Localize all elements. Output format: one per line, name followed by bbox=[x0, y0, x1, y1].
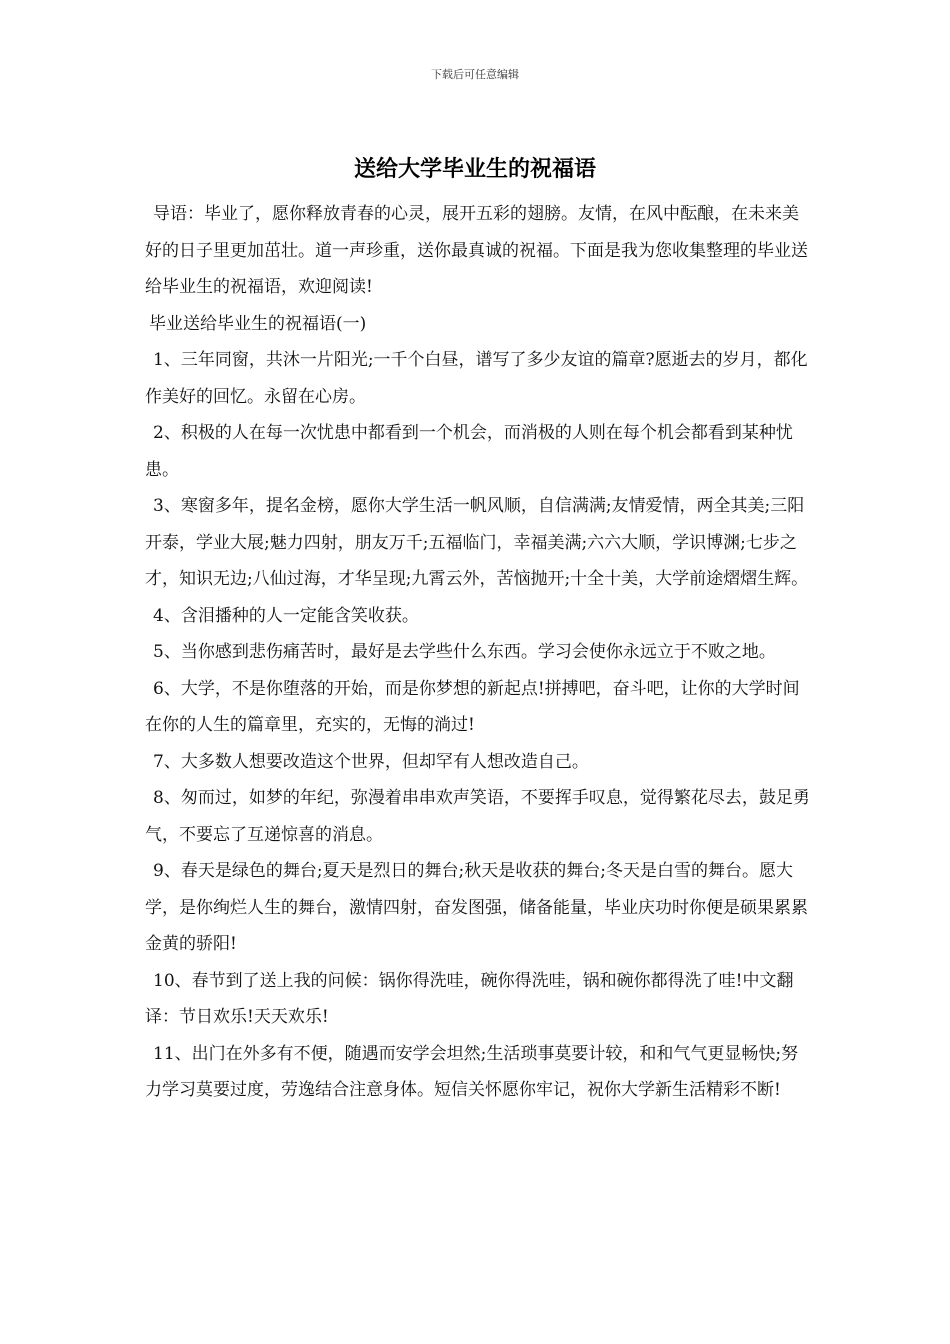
list-item: 8、匆而过，如梦的年纪，弥漫着串串欢声笑语，不要挥手叹息，觉得繁花尽去，鼓足勇气，不要忘了互递惊喜的消息。 bbox=[145, 788, 810, 845]
list-item: 2、积极的人在每一次忧患中都看到一个机会，而消极的人则在每个机会都看到某种忧患。 bbox=[145, 423, 793, 480]
list-item: 11、出门在外多有不便，随遇而安学会坦然;生活琐事莫要计较，和和气气更显畅快;努力学习莫要过度，劳逸结合注意身体。短信关怀愿你牢记，祝你大学新生活精彩不断! bbox=[145, 1043, 799, 1100]
list-item: 6、大学，不是你堕落的开始，而是你梦想的新起点!拼搏吧，奋斗吧，让你的大学时间在你的人生的篇章里，充实的，无悔的淌过! bbox=[145, 678, 800, 735]
section-heading: 毕业送给毕业生的祝福语(一) bbox=[149, 313, 367, 334]
header-note: 下载后可任意编辑 bbox=[431, 68, 519, 81]
list-item: 3、寒窗多年，提名金榜，愿你大学生活一帆风顺，自信满满;友情爱情，两全其美;三阳开泰，学业大展;魅力四射，朋友万千;五福临门，幸福美满;六六大顺，学识博渊;七步之才，知识无边;八仙过海，才华呈现;九霄云外，苦恼抛开;十全十美，大学前途熠熠生辉。 bbox=[145, 496, 809, 589]
list-item: 10、春节到了送上我的问候：锅你得洗哇，碗你得洗哇，锅和碗你都得洗了哇!中文翻译：节日欢乐!天天欢乐! bbox=[145, 970, 794, 1027]
page-title: 送给大学毕业生的祝福语 bbox=[353, 156, 596, 182]
list-item: 7、大多数人想要改造这个世界，但却罕有人想改造自己。 bbox=[153, 751, 589, 772]
list-item: 1、三年同窗，共沐一片阳光;一千个白昼，谱写了多少友谊的篇章?愿逝去的岁月，都化作美好的回忆。永留在心房。 bbox=[145, 350, 808, 407]
intro-paragraph: 导语：毕业了，愿你释放青春的心灵，展开五彩的翅膀。友情，在风中酝酿，在未来美好的日子里更加茁壮。道一声珍重，送你最真诚的祝福。下面是我为您收集整理的毕业送给毕业生的祝福语，欢迎阅读! bbox=[145, 204, 808, 297]
list-item: 5、当你感到悲伤痛苦时，最好是去学些什么东西。学习会使你永远立于不败之地。 bbox=[153, 642, 776, 662]
list-item: 4、含泪播种的人一定能含笑收获。 bbox=[153, 605, 419, 626]
document-body bbox=[145, 196, 815, 1109]
list-item: 9、春天是绿色的舞台;夏天是烈日的舞台;秋天是收获的舞台;冬天是白雪的舞台。愿大学，是你绚烂人生的舞台，激情四射，奋发图强，储备能量，毕业庆功时你便是硕果累累金黄的骄阳! bbox=[145, 861, 808, 954]
